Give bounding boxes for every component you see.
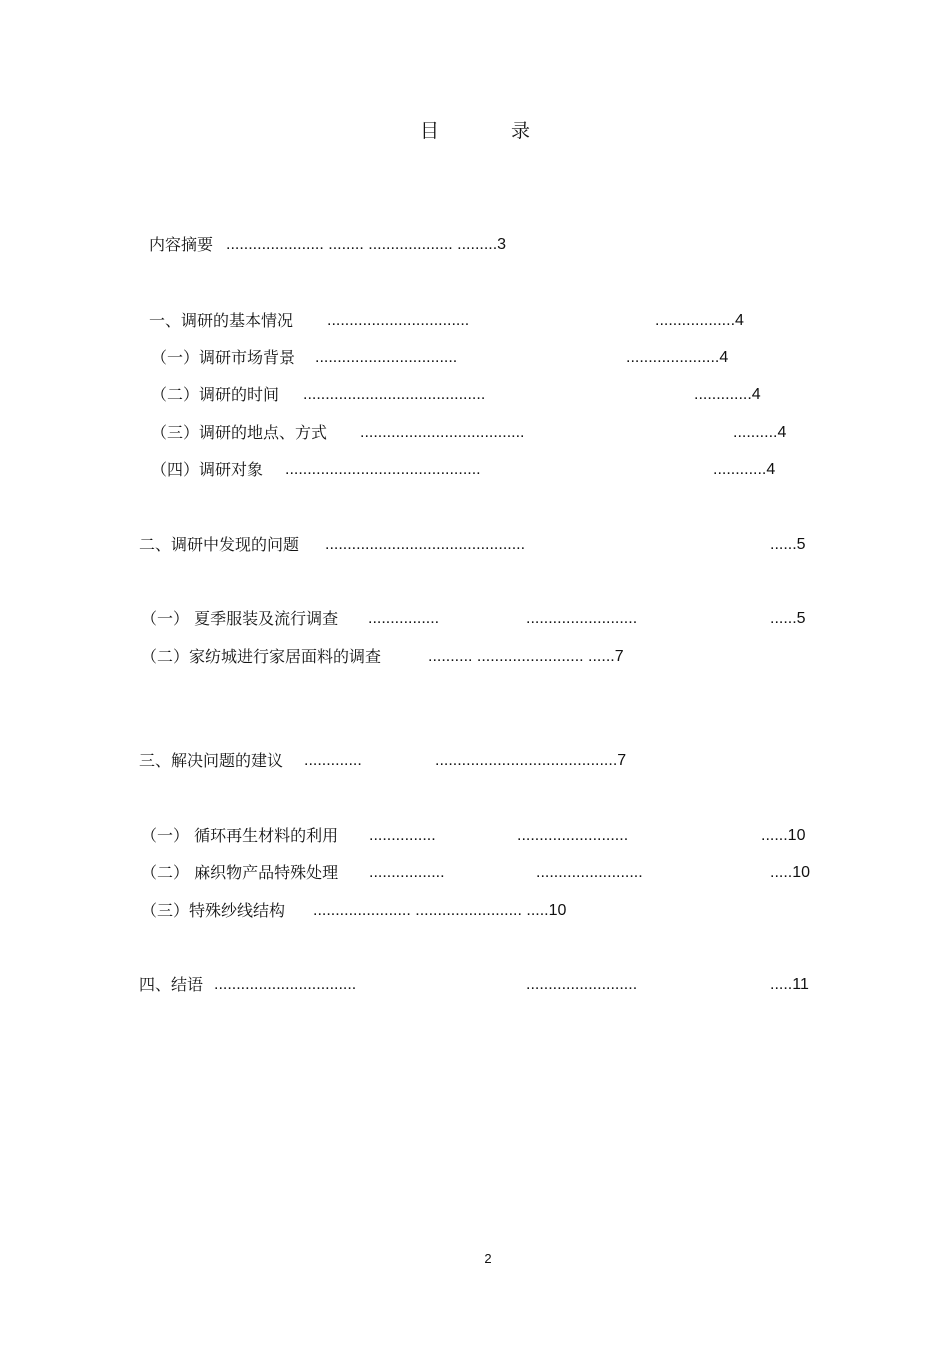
toc-leader-1-4-b: ............4 [713, 461, 776, 478]
toc-leader-section-4-a: ................................ [214, 976, 357, 993]
toc-leader-1-2-b: .............4 [694, 386, 761, 403]
toc-label-section-3: 三、解决问题的建议 [139, 751, 284, 770]
toc-leader-section-4-c: .....11 [770, 976, 809, 993]
toc-leader-section-4-b: ......................... [526, 976, 638, 993]
toc-label-2-1: （一） 夏季服装及流行调查 [141, 609, 339, 628]
toc-label-2-2: （二）家纺城进行家居面料的调查 [141, 647, 382, 666]
toc-leader-1-4-a: ............................................ [285, 461, 481, 478]
toc-leader-3-2-a: ................. [369, 864, 445, 881]
toc-label-abstract: 内容摘要 [149, 235, 219, 254]
toc-label-section-1: 一、调研的基本情况 [149, 311, 294, 330]
toc-title-char-1: 目 [419, 120, 439, 142]
toc-leader-3-3: ...................... ........................ .....10 [313, 902, 567, 919]
toc-leader-2-1-a: ................ [368, 610, 440, 627]
toc-leader-1-2-a: ......................................... [303, 386, 486, 403]
toc-label-3-2: （二） 麻织物产品特殊处理 [141, 863, 339, 882]
toc-leader-2-2: .......... ........................ ......7 [428, 648, 624, 665]
toc-title-char-2: 录 [511, 120, 531, 142]
toc-label-1-2: （二）调研的时间 [151, 385, 280, 404]
toc-leader-3-2-c: .....10 [770, 864, 811, 881]
toc-leader-1-3-a: ..................................... [360, 424, 525, 441]
toc-label-section-2: 二、调研中发现的问题 [139, 535, 300, 554]
toc-label-3-1: （一） 循环再生材料的利用 [141, 826, 339, 845]
page-number: 2 [484, 1251, 492, 1266]
toc-label-1-1: （一）调研市场背景 [151, 348, 296, 367]
toc-leader-section-1-a: ................................ [327, 312, 470, 329]
toc-leader-1-3-b: ..........4 [733, 424, 787, 441]
toc-leader-section-3-b: .........................................7 [435, 752, 627, 769]
toc-leader-2-1-b: ......................... [526, 610, 638, 627]
toc-leader-3-2-b: ........................ [536, 864, 643, 881]
toc-label-3-3: （三）特殊纱线结构 [141, 901, 286, 920]
toc-leader-section-2-b: ......5 [770, 536, 806, 553]
toc-leader-1-1-a: ................................ [315, 349, 458, 366]
toc-leader-2-1-c: ......5 [770, 610, 806, 627]
toc-leader-section-2-a: ............................................. [325, 536, 526, 553]
toc-label-1-3: （三）调研的地点、方式 [151, 423, 328, 442]
toc-leader-3-1-c: ......10 [761, 827, 806, 844]
toc-leader-abstract: ...................... ........ ................... .........3 [226, 236, 507, 253]
toc-leader-section-1-b: ..................4 [655, 312, 744, 329]
toc-leader-3-1-a: ............... [369, 827, 436, 844]
toc-label-1-4: （四）调研对象 [151, 460, 264, 479]
toc-leader-1-1-b: .....................4 [626, 349, 729, 366]
toc-title [0, 116, 950, 143]
toc-leader-3-1-b: ......................... [517, 827, 629, 844]
toc-leader-section-3-a: ............. [304, 752, 362, 769]
toc-label-section-4: 四、结语 [139, 975, 204, 994]
